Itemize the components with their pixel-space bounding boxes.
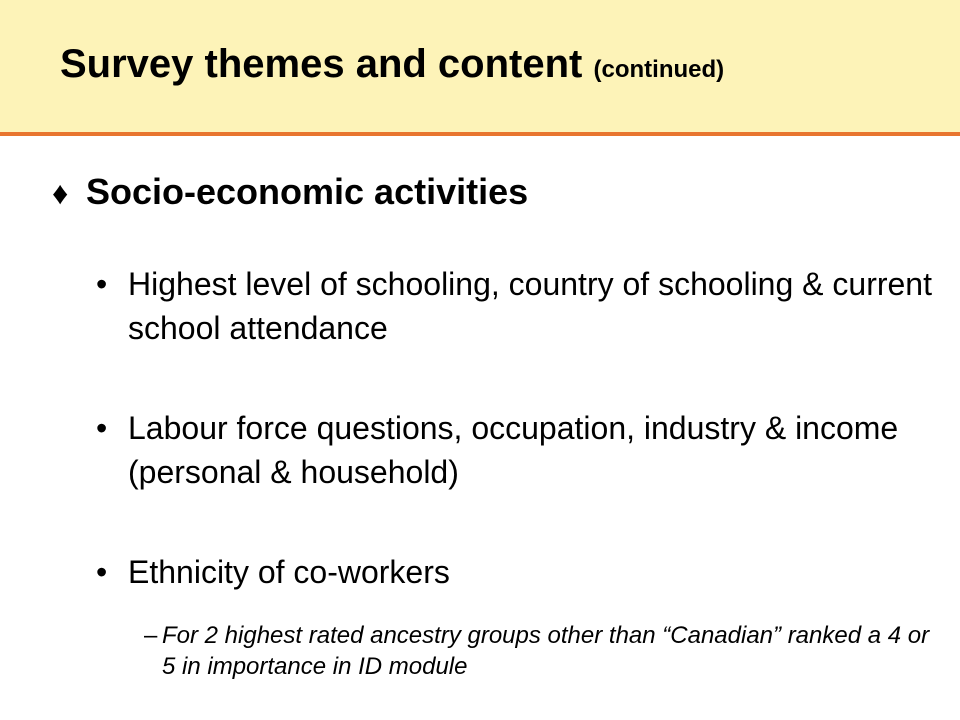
bullet-schooling	[96, 262, 936, 350]
bullet-text: Labour force questions, occupation, industry & income (personal & household)	[128, 410, 899, 490]
slide-title-main: Survey themes and content	[60, 42, 583, 86]
dash-bullet-icon: –	[144, 622, 158, 649]
slide-title-subtitle: (continued)	[593, 56, 725, 83]
bullet-labour-force	[96, 406, 936, 494]
section-heading	[52, 164, 528, 221]
bullet-dot-icon: •	[96, 266, 108, 302]
sub-bullet-text: For 2 highest rated ancestry groups other than “Canadian” ranked a 4 or 5 in importance in ID module	[162, 622, 930, 680]
section-heading-label: Socio-economic activities	[86, 171, 529, 212]
bullet-ethnicity	[96, 550, 936, 594]
bullet-text: Ethnicity of co-workers	[128, 554, 450, 590]
title-band	[0, 0, 960, 136]
diamond-bullet-icon: ♦	[52, 175, 69, 211]
sub-bullet-ancestry	[144, 620, 944, 682]
bullet-text: Highest level of schooling, country of schooling & current school attendance	[128, 266, 932, 346]
bullet-dot-icon: •	[96, 554, 108, 590]
bullet-dot-icon: •	[96, 410, 108, 446]
slide-title	[60, 36, 724, 98]
